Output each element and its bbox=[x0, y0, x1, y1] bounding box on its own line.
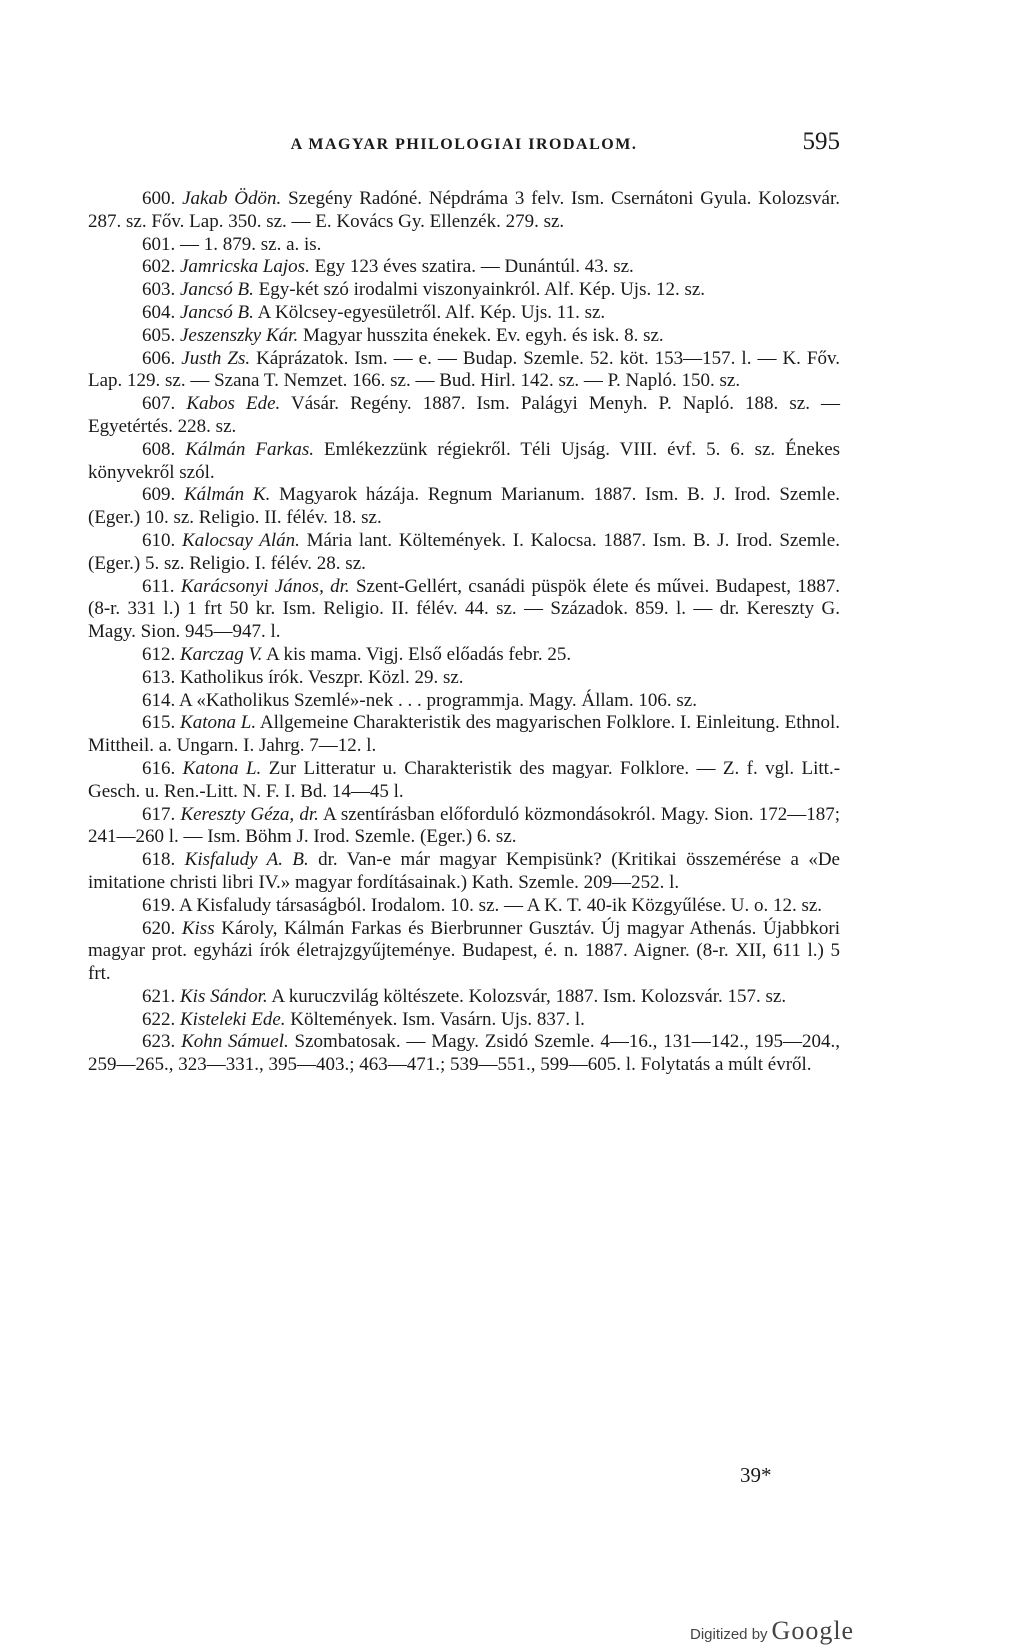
google-logo: Google bbox=[771, 1616, 855, 1645]
bibliography-entry bbox=[88, 188, 840, 234]
entry-number: 612. bbox=[142, 643, 176, 665]
entry-text: Szombatosak. — Magy. Zsidó Szemle. 4—16., 131—142., 195—204., 259—265., 323—331., 395—403.; 463—471.; 539—551., 599—605. l. Folytatás a múlt évről. bbox=[88, 1031, 841, 1076]
entry-author: Kálmán Farkas. bbox=[185, 438, 314, 460]
entry-text: A kis mama. Vigj. Első előadás febr. 25. bbox=[266, 643, 572, 665]
digitized-by-watermark bbox=[690, 1616, 854, 1646]
entry-author: Jancsó B. bbox=[180, 279, 254, 301]
entry-text: — 1. 879. sz. a. is. bbox=[180, 233, 322, 255]
entry-number: 622. bbox=[142, 1008, 176, 1030]
bibliography-entry bbox=[88, 667, 840, 690]
entry-number: 610. bbox=[142, 529, 176, 551]
entry-author: Kiss bbox=[181, 917, 215, 939]
bibliography-entry bbox=[88, 484, 840, 530]
entry-text: Károly, Kálmán Farkas és Bierbrunner Gusztáv. Új magyar Athenás. Újabbkori magyar prot. egyházi írók életrajzgyűjteménye. Budapest, é. n. 1887. Aigner. (8-r. XII, 611 l.) 5 frt. bbox=[88, 917, 841, 985]
entry-text: A «Katholikus Szemlé»-nek . . . programmja. Magy. Állam. 106. sz. bbox=[178, 689, 697, 711]
bibliography-entry bbox=[88, 644, 840, 667]
signature-mark: 39* bbox=[740, 1463, 772, 1487]
entry-text: A Kölcsey-egyesületről. Alf. Kép. Ujs. 11. sz. bbox=[257, 301, 606, 323]
bibliography-entry bbox=[88, 348, 840, 394]
bibliography-entry bbox=[88, 530, 840, 576]
bibliography-entry bbox=[88, 234, 840, 257]
entry-author: Kohn Sámuel. bbox=[181, 1031, 289, 1053]
running-title: A MAGYAR PHILOLOGIAI IRODALOM. bbox=[290, 136, 638, 153]
entry-text: Káprázatok. Ism. — e. — Budap. Szemle. 52. köt. 153—157. l. — K. Főv. Lap. 129. sz. — Szana T. Nemzet. 166. sz. — Bud. Hirl. 142. sz. — P. Napló. 150. sz. bbox=[88, 347, 841, 392]
bibliography-entry bbox=[88, 1031, 840, 1077]
entry-text: Katholikus írók. Veszpr. Közl. 29. sz. bbox=[180, 666, 464, 688]
entry-number: 602. bbox=[142, 256, 176, 278]
entry-number: 607. bbox=[142, 393, 176, 415]
bibliography-entry bbox=[88, 302, 840, 325]
entry-number: 623. bbox=[142, 1031, 176, 1053]
entry-text: Emlékezzünk régiekről. Téli Ujság. VIII. évf. 5. 6. sz. Énekes könyvekről szól. bbox=[88, 438, 841, 483]
entry-author: Katona L. bbox=[180, 712, 257, 734]
entry-number: 604. bbox=[142, 301, 176, 323]
entry-author: Kereszty Géza, dr. bbox=[180, 803, 319, 825]
entry-text: Egy 123 éves szatira. — Dunántúl. 43. sz. bbox=[314, 256, 634, 278]
entry-author: Kisteleki Ede. bbox=[180, 1008, 286, 1030]
entry-text: Vásár. Regény. 1887. Ism. Palágyi Menyh. P. Napló. 188. sz. — Egyetértés. 228. sz. bbox=[88, 393, 841, 437]
entry-number: 611. bbox=[142, 575, 175, 597]
bibliography-entry bbox=[88, 895, 840, 918]
entry-number: 603. bbox=[142, 279, 176, 301]
bibliography-entry bbox=[88, 1009, 840, 1032]
entry-text: Magyarok házája. Regnum Marianum. 1887. Ism. B. J. Irod. Szemle. (Eger.) 10. sz. Religio. II. félév. 18. sz. bbox=[88, 484, 841, 529]
entry-author: Kálmán K. bbox=[184, 484, 271, 506]
entry-text: Egy-két szó irodalmi viszonyainkról. Alf. Kép. Ujs. 12. sz. bbox=[258, 279, 706, 301]
entry-text: dr. Van-e már magyar Kempisünk? (Kritikai összemérése a «De imitatione christi libri IV.» magyar fordításainak.) Kath. Szemle. 209—252. l. bbox=[88, 849, 840, 893]
entry-number: 617. bbox=[142, 803, 176, 825]
entry-number: 614. bbox=[142, 689, 176, 711]
bibliography-entries bbox=[88, 188, 840, 1077]
entry-text: A szentírásban előforduló közmondásokról. Magy. Sion. 172—187; 241—260 l. — Ism. Böhm J. Irod. Szemle. (Eger.) 6. sz. bbox=[88, 803, 840, 848]
entry-number: 620. bbox=[142, 917, 176, 939]
entry-author: Kis Sándor. bbox=[180, 985, 268, 1007]
bibliography-entry bbox=[88, 393, 840, 439]
entry-number: 621. bbox=[142, 985, 176, 1007]
entry-number: 601. bbox=[142, 233, 176, 255]
bibliography-entry bbox=[88, 325, 840, 348]
entry-text: Mária lant. Költemények. I. Kalocsa. 1887. Ism. B. J. Irod. Szemle. (Eger.) 5. sz. Religio. I. félév. 28. sz. bbox=[88, 529, 840, 574]
bibliography-entry bbox=[88, 986, 840, 1009]
bibliography-entry bbox=[88, 804, 840, 850]
bibliography-entry bbox=[88, 279, 840, 302]
entry-text: Szegény Radóné. Népdráma 3 felv. Ism. Csernátoni Gyula. Kolozsvár. 287. sz. Főv. Lap. 350. sz. — E. Kovács Gy. Ellenzék. 279. sz. bbox=[88, 188, 841, 232]
entry-number: 608. bbox=[142, 438, 176, 460]
bibliography-entry bbox=[88, 690, 840, 713]
entry-text: Költemények. Ism. Vasárn. Ujs. 837. l. bbox=[290, 1008, 585, 1030]
entry-number: 605. bbox=[142, 324, 176, 346]
entry-text: A Kisfaludy társaságból. Irodalom. 10. sz. — A K. T. 40-ik Közgyűlése. U. o. 12. sz. bbox=[178, 894, 823, 916]
bibliography-entry bbox=[88, 439, 840, 485]
entry-number: 615. bbox=[142, 712, 176, 734]
running-head bbox=[88, 128, 840, 168]
entry-number: 609. bbox=[142, 484, 176, 506]
digitized-label: Digitized by bbox=[690, 1626, 768, 1643]
entry-author: Karczag V. bbox=[180, 643, 263, 665]
bibliography-entry bbox=[88, 256, 840, 279]
bibliography-entry bbox=[88, 758, 840, 804]
page-number: 595 bbox=[802, 128, 840, 155]
entry-text: Szent-Gellért, csanádi püspök élete és művei. Budapest, 1887. (8-r. 331 l.) 1 frt 50 kr. Ism. Religio. II. félév. 44. sz. — Századok. 859. l. — dr. Kereszty G. Magy. Sion. 945—947. l. bbox=[88, 575, 841, 643]
entry-author: Karácsonyi János, dr. bbox=[180, 575, 350, 597]
entry-number: 600. bbox=[142, 188, 176, 209]
entry-number: 616. bbox=[142, 757, 176, 779]
entry-number: 619. bbox=[142, 894, 176, 916]
entry-text: Zur Litteratur u. Charakteristik des magyar. Folklore. — Z. f. vgl. Litt.-Gesch. u. Ren.-Litt. N. F. I. Bd. 14—45 l. bbox=[88, 757, 841, 802]
entry-author: Kabos Ede. bbox=[186, 393, 281, 415]
entry-author: Jamricska Lajos. bbox=[180, 256, 310, 278]
entry-text: A kuruczvilág költészete. Kolozsvár, 1887. Ism. Kolozsvár. 157. sz. bbox=[271, 985, 787, 1007]
bibliography-entry bbox=[88, 576, 840, 644]
bibliography-entry bbox=[88, 712, 840, 758]
entry-author: Kalocsay Alán. bbox=[182, 529, 300, 551]
entry-number: 618. bbox=[142, 849, 176, 871]
entry-author: Kisfaludy A. B. bbox=[184, 849, 309, 871]
entry-author: Katona L. bbox=[182, 757, 262, 779]
entry-author: Jakab Ödön. bbox=[182, 188, 282, 209]
bibliography-entry bbox=[88, 918, 840, 986]
entry-number: 606. bbox=[142, 347, 176, 369]
entry-text: Magyar husszita énekek. Ev. egyh. és isk. 8. sz. bbox=[302, 324, 664, 346]
entry-text: Allgemeine Charakteristik des magyarischen Folklore. I. Einleitung. Ethnol. Mittheil. a. Ungarn. I. Jahrg. 7—12. l. bbox=[88, 712, 841, 757]
entry-number: 613. bbox=[142, 666, 176, 688]
bibliography-entry bbox=[88, 849, 840, 895]
entry-author: Jancsó B. bbox=[180, 301, 254, 323]
entry-author: Justh Zs. bbox=[181, 347, 251, 369]
entry-author: Jeszenszky Kár. bbox=[180, 324, 299, 346]
